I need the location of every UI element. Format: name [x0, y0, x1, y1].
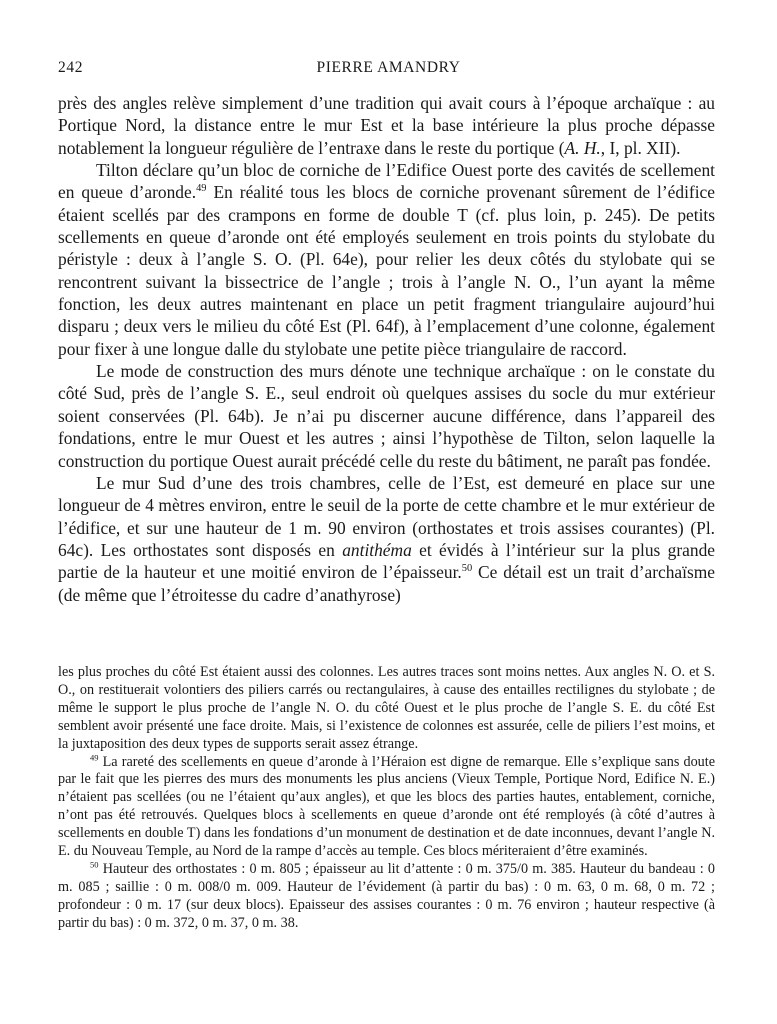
main-text [58, 92, 715, 606]
page-number: 242 [58, 59, 84, 76]
footnotes [58, 664, 715, 933]
running-head [58, 59, 719, 81]
footnote-49-text: La rareté des scellements en queue d’aronde à l’Héraion est digne de remarque. Elle s’explique sans doute par le fait que les pierres des murs des monuments les plus anciens (Vieux Temple, Portique Nord, Edifice N. E.) n’étaient pas scellées (ou ne l’étaient qu’aux angles), et que les blocs des parties hautes, entablement, corniche, n’ont pas été retrouvés. Quelques blocs à scellements en queue d’aronde ont été remployés (à côté d’autres à scellements en double T) dans les fondations d’un monument de destination et de date inconnues, devant l’angle N. E. du Nouveau Temple, au Nord de la rampe d’accès au temple. Ces blocs mériteraient d’être examinés. [58, 753, 715, 860]
footnote-continuation: les plus proches du côté Est étaient aussi des colonnes. Les autres traces sont moins nettes. Aux angles N. O. et S. O., on restituerait volontiers des piliers carrés ou rectangulaires, à cause des entailles rectilignes du stylobate ; de même le support le plus proche de l’angle N. O. du côté Ouest et le plus proche de l’angle S. E. du côté Est semblent avoir présenté une face droite. Mais, si l’existence de colonnes est assurée, celle de piliers l’est moins, et la juxtaposition des deux types de supports serait assez étrange. [58, 664, 715, 752]
footnote-50-number: 50 [90, 859, 99, 870]
running-title: PIERRE AMANDRY [316, 59, 461, 76]
paragraph-1-text-b: , I, pl. XII). [600, 137, 681, 158]
footnote-49-number: 49 [90, 751, 99, 762]
paragraph-2-text-a: Tilton déclare qu’un bloc de corniche de l’Edifice Ouest porte des cavités de scellement en queue d’aronde. [58, 160, 715, 203]
footnote-49 [58, 751, 715, 861]
paragraph-4 [58, 472, 715, 606]
paragraph-4-text-c: Ce détail est un trait d’archaïsme (de même que l’étroitesse du cadre d’anathyrose) [58, 562, 715, 605]
paragraph-4-text-a: Le mur Sud d’une des trois chambres, celle de l’Est, est demeuré en place sur une longueur de 4 mètres environ, entre le seuil de la porte de cette chambre et le mur extérieur de l’édifice, et sur une hauteur de 1 m. 90 environ (orthostates et trois assises courantes) (Pl. 64c). Les orthostates sont disposés en [58, 472, 715, 560]
italic-term: antithéma [342, 539, 412, 560]
paragraph-2-text-b: En réalité tous les blocs de corniche provenant sûrement de l’édifice étaient scellés par des crampons en forme de double T (cf. plus loin, p. 245). De petits scellements en queue d’aronde ont été employés seulement en trois points du stylobate du péristyle : deux à l’angle S. O. (Pl. 64e), pour relier les deux côtés du stylobate qui se rencontrent suivant la bissectrice de l’angle ; trois à l’angle N. O., l’un ayant la même fonction, les deux autres maintenant en place un petit fragment triangulaire aujourd’hui disparu ; deux vers le milieu du côté Est (Pl. 64f), à l’emplacement d’une colonne, également pour fixer à une longue dalle du stylobate une petite pièce triangulaire de raccord. [58, 182, 715, 359]
footnote-ref-49: 49 [196, 183, 207, 195]
paragraph-2 [58, 159, 715, 360]
reference-abbreviation: A. H. [564, 137, 601, 158]
footnote-50-text: Hauteur des orthostates : 0 m. 805 ; épaisseur au lit d’attente : 0 m. 375/0 m. 385. Hauteur du bandeau : 0 m. 085 ; saillie : 0 m. 008/0 m. 009. Hauteur de l’évidement (à partir du bas) : 0 m. 63, 0 m. 68, 0 m. 72 ; profondeur : 0 m. 17 (sur deux blocs). Epaisseur des assises courantes : 0 m. 76 environ ; hauteur respective (à partir du bas) : 0 m. 372, 0 m. 37, 0 m. 38. [58, 860, 715, 931]
paragraph-1-text-a: près des angles relève simplement d’une tradition qui avait cours à l’époque archaïque : au Portique Nord, la distance entre le mur Est et la base intérieure la plus proche dépasse notablement la longueur régulière de l’entraxe dans le reste du portique ( [58, 93, 715, 158]
footnote-50 [58, 861, 715, 933]
paragraph-3: Le mode de construction des murs dénote une technique archaïque : on le constate du côté Sud, près de l’angle S. E., seul endroit où quelques assises du socle du mur extérieur soient conservées (Pl. 64b). Je n’ai pu discerner aucune différence, dans l’appareil des fondations, entre le mur Ouest et les autres ; ainsi l’hypothèse de Tilton, selon laquelle la construction du portique Ouest aurait précédé celle du reste du bâtiment, ne paraît pas fondée. [58, 361, 715, 471]
paragraph-1 [58, 92, 715, 159]
footnote-ref-50: 50 [461, 563, 473, 575]
paragraph-4-text-b: et évidés à l’intérieur sur la plus grande partie de la hauteur et une moitié environ de l’épaisseur. [58, 539, 715, 583]
